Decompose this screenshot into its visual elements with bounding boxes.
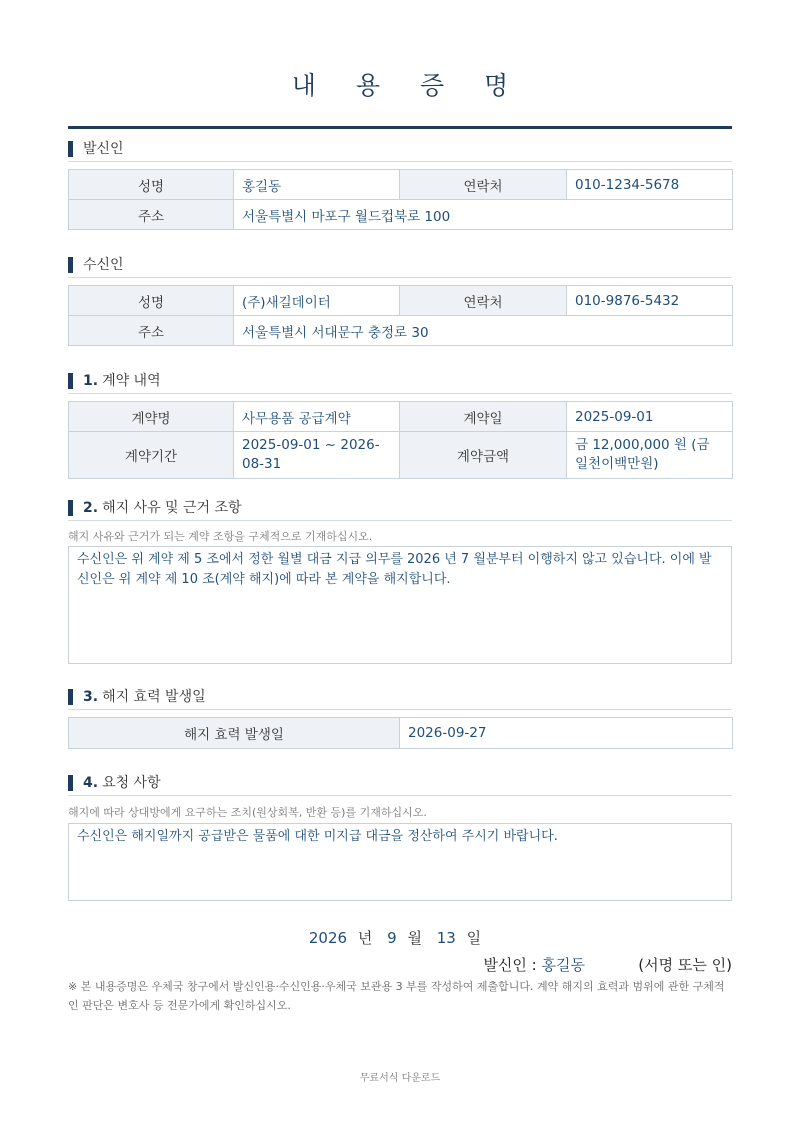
request-text-box[interactable]: 수신인은 해지일까지 공급받은 물품에 대한 미지급 대금을 정산하여 주시기 바랍니다. [68,823,732,901]
sender-address-label: 주소 [69,200,234,230]
sender-name-label: 성명 [69,170,234,200]
effective-heading-text: 해지 효력 발생일 [102,689,206,705]
section-marker [68,775,73,791]
reason-section-heading [68,499,732,521]
issue-day-unit: 일 [466,929,482,947]
contract-period-value: 2025-09-01 ~ 2026-08-31 [234,432,400,479]
recipient-table [68,285,733,346]
reason-instruction: 해지 사유와 근거가 되는 계약 조항을 구체적으로 기재하십시오. [68,530,373,543]
contract-date-label: 계약일 [400,402,567,432]
recipient-heading-text: 수신인 [83,257,124,273]
effective-date-table [68,717,733,749]
document-title: 내 용 증 명 [291,71,525,100]
request-instruction: 해지에 따라 상대방에게 요구하는 조치(원상회복, 반환 등)를 기재하십시오. [68,806,427,819]
contract-section-number: 1. [83,373,99,389]
request-section-heading [68,774,732,796]
issue-year: 2026 [308,929,348,947]
sender-section-heading [68,140,732,162]
footnote: ※ 본 내용증명은 우체국 창구에서 발신인용·수신인용·우체국 보관용 3 부를 작성하여 제출합니다. 계약 해지의 효력과 범위에 관한 구체적인 판단은 변호사 등 전문가에게 확인하십시오. [68,980,725,1012]
sender-heading-text: 발신인 [83,141,124,157]
effective-section-heading [68,688,732,710]
contract-amount-label: 계약금액 [400,432,567,479]
sender-table [68,169,733,230]
recipient-contact-value: 010-9876-5432 [567,286,733,316]
effective-date-value: 2026-09-27 [400,718,733,749]
section-marker [68,373,73,389]
issue-day: 13 [436,929,456,947]
section-marker [68,500,73,516]
reason-heading-text: 해지 사유 및 근거 조항 [102,500,242,516]
signature-label: 발신인 : [483,956,537,974]
contract-heading-text: 계약 내역 [102,373,161,389]
section-marker [68,257,73,273]
sender-name-value: 홍길동 [234,170,400,200]
reason-section-number: 2. [83,500,99,516]
signature-suffix: (서명 또는 인) [638,956,732,974]
contract-period-label: 계약기간 [69,432,234,479]
effective-date-label: 해지 효력 발생일 [69,718,400,749]
contract-section-heading [68,372,732,394]
contract-name-value: 사무용품 공급계약 [234,402,400,432]
sender-address-value: 서울특별시 마포구 월드컵북로 100 [234,200,733,230]
issue-date [68,927,732,948]
issue-month: 9 [387,929,397,947]
contract-date-value: 2025-09-01 [567,402,733,432]
recipient-address-label: 주소 [69,316,234,346]
footer-text: 무료서식 다운로드 [359,1073,441,1084]
recipient-name-label: 성명 [69,286,234,316]
issue-month-unit: 월 [407,929,422,947]
contract-amount-value: 금 12,000,000 원 (금 일천이백만원) [567,432,733,479]
signature-line [483,954,732,975]
signature-name[interactable]: 홍길동 [541,956,585,974]
recipient-contact-label: 연락처 [400,286,567,316]
request-section-number: 4. [83,775,99,791]
request-heading-text: 요청 사항 [102,775,161,791]
reason-text-box[interactable]: 수신인은 위 계약 제 5 조에서 정한 월별 대금 지급 의무를 2026 년 7 월분부터 이행하지 않고 있습니다. 이에 발신인은 위 계약 제 10 조(계약 해지)에 따라 본 계약을 해지합니다. [68,546,732,664]
contract-name-label: 계약명 [69,402,234,432]
contract-table [68,401,733,479]
recipient-section-heading [68,256,732,278]
recipient-name-value: (주)새길데이터 [234,286,400,316]
title-divider [68,126,732,129]
section-marker [68,141,73,157]
issue-year-unit: 년 [357,929,373,947]
sender-contact-value: 010-1234-5678 [567,170,733,200]
recipient-address-value: 서울특별시 서대문구 충정로 30 [234,316,733,346]
sender-contact-label: 연락처 [400,170,567,200]
effective-section-number: 3. [83,689,99,705]
section-marker [68,689,73,705]
